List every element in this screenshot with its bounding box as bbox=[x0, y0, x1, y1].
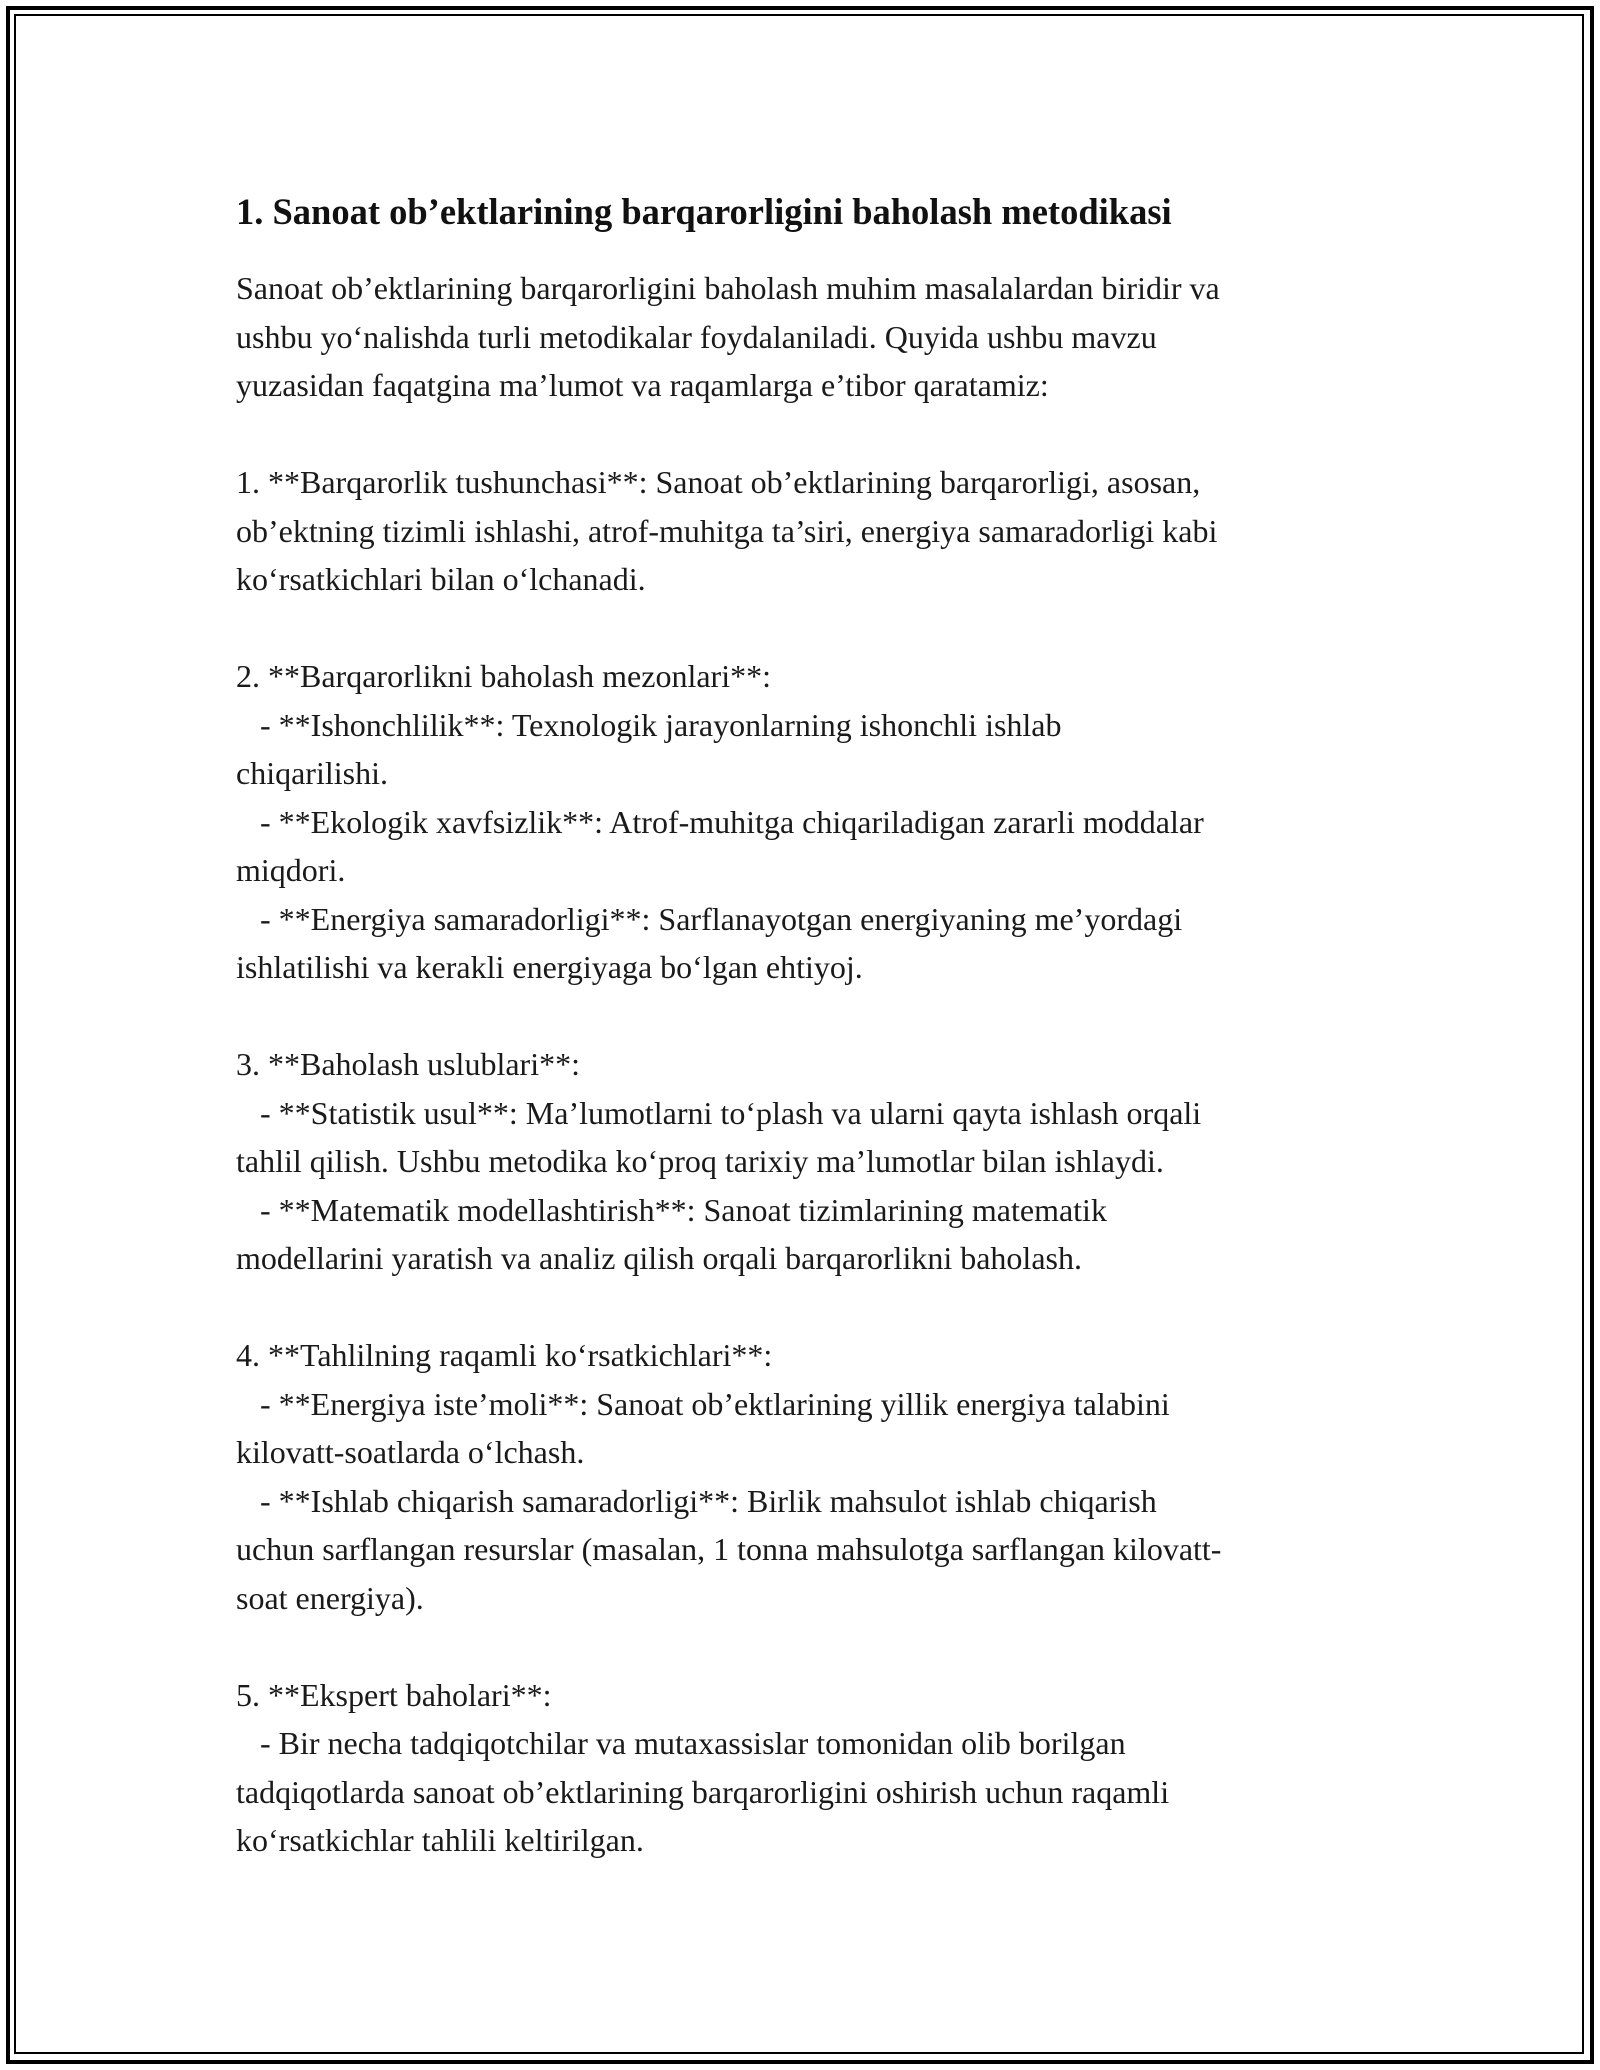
list-item-continuation: soat energiya). bbox=[236, 1579, 424, 1616]
list-item-continuation: kilovatt-soatlarda o‘lchash. bbox=[236, 1434, 585, 1470]
intro-line: ushbu yo‘nalishda turli metodikalar foydalaniladi. Quyida ushbu mavzu bbox=[236, 318, 1157, 355]
list-item-continuation: tadqiqotlarda sanoat ob’ektlarining barqarorligini oshirish uchun raqamli bbox=[236, 1773, 1170, 1810]
document-body bbox=[236, 186, 1376, 1913]
section-heading: 5. **Ekspert baholari**: bbox=[236, 1676, 552, 1713]
section-5 bbox=[236, 1671, 1376, 1865]
section-heading: 2. **Barqarorlikni baholash mezonlari**: bbox=[236, 658, 771, 694]
document-title: 1. Sanoat ob’ektlarining barqarorligini baholash metodikasi bbox=[236, 191, 1172, 232]
section-4 bbox=[236, 1331, 1376, 1622]
intro-line: Sanoat ob’ektlarining barqarorligini baholash muhim masalalardan biridir va bbox=[236, 270, 1220, 306]
list-item: - **Energiya samaradorligi**: Sarflanayotgan energiyaning me’yordagi bbox=[236, 900, 1183, 937]
list-item: - **Energiya iste’moli**: Sanoat ob’ektlarining yillik energiya talabini bbox=[236, 1385, 1170, 1422]
list-item: - Bir necha tadqiqotchilar va mutaxassislar tomonidan olib borilgan bbox=[236, 1725, 1126, 1761]
list-item-continuation: ishlatilishi va kerakli energiyaga bo‘lgan ehtiyoj. bbox=[236, 949, 863, 985]
section-heading: 3. **Baholash uslublari**: bbox=[236, 1046, 580, 1082]
section-line: 1. **Barqarorlik tushunchasi**: Sanoat ob’ektlarining barqarorligi, asosan, bbox=[236, 464, 1201, 500]
list-item-continuation: ko‘rsatkichlar tahlili keltirilgan. bbox=[236, 1822, 644, 1858]
section-line: ko‘rsatkichlari bilan o‘lchanadi. bbox=[236, 561, 646, 597]
section-1 bbox=[236, 458, 1376, 604]
section-heading: 4. **Tahlilning raqamli ko‘rsatkichlari**: bbox=[236, 1337, 773, 1373]
list-item-continuation: tahlil qilish. Ushbu metodika ko‘proq tarixiy ma’lumotlar bilan ishlaydi. bbox=[236, 1143, 1164, 1179]
list-item: - **Ekologik xavfsizlik**: Atrof-muhitga chiqariladigan zararli moddalar bbox=[236, 803, 1204, 840]
section-3 bbox=[236, 1040, 1376, 1283]
list-item: - **Statistik usul**: Ma’lumotlarni to‘plash va ularni qayta ishlash orqali bbox=[236, 1094, 1202, 1131]
list-item-continuation: uchun sarflangan resurslar (masalan, 1 tonna mahsulotga sarflangan kilovatt- bbox=[236, 1531, 1222, 1567]
list-item: - **Ishonchlilik**: Texnologik jarayonlarning ishonchli ishlab bbox=[236, 706, 1062, 743]
section-2 bbox=[236, 652, 1376, 992]
intro-line: yuzasidan faqatgina ma’lumot va raqamlarga e’tibor qaratamiz: bbox=[236, 367, 1049, 403]
list-item: - **Ishlab chiqarish samaradorligi**: Birlik mahsulot ishlab chiqarish bbox=[236, 1482, 1157, 1519]
section-line: ob’ektning tizimli ishlashi, atrof-muhitga ta’siri, energiya samaradorligi kabi bbox=[236, 512, 1218, 549]
list-item-continuation: modellarini yaratish va analiz qilish orqali barqarorlikni baholash. bbox=[236, 1240, 1082, 1276]
list-item-continuation: chiqarilishi. bbox=[236, 755, 388, 791]
intro-paragraph bbox=[236, 264, 1376, 410]
list-item: - **Matematik modellashtirish**: Sanoat tizimlarining matematik bbox=[236, 1191, 1107, 1228]
list-item-continuation: miqdori. bbox=[236, 852, 346, 888]
